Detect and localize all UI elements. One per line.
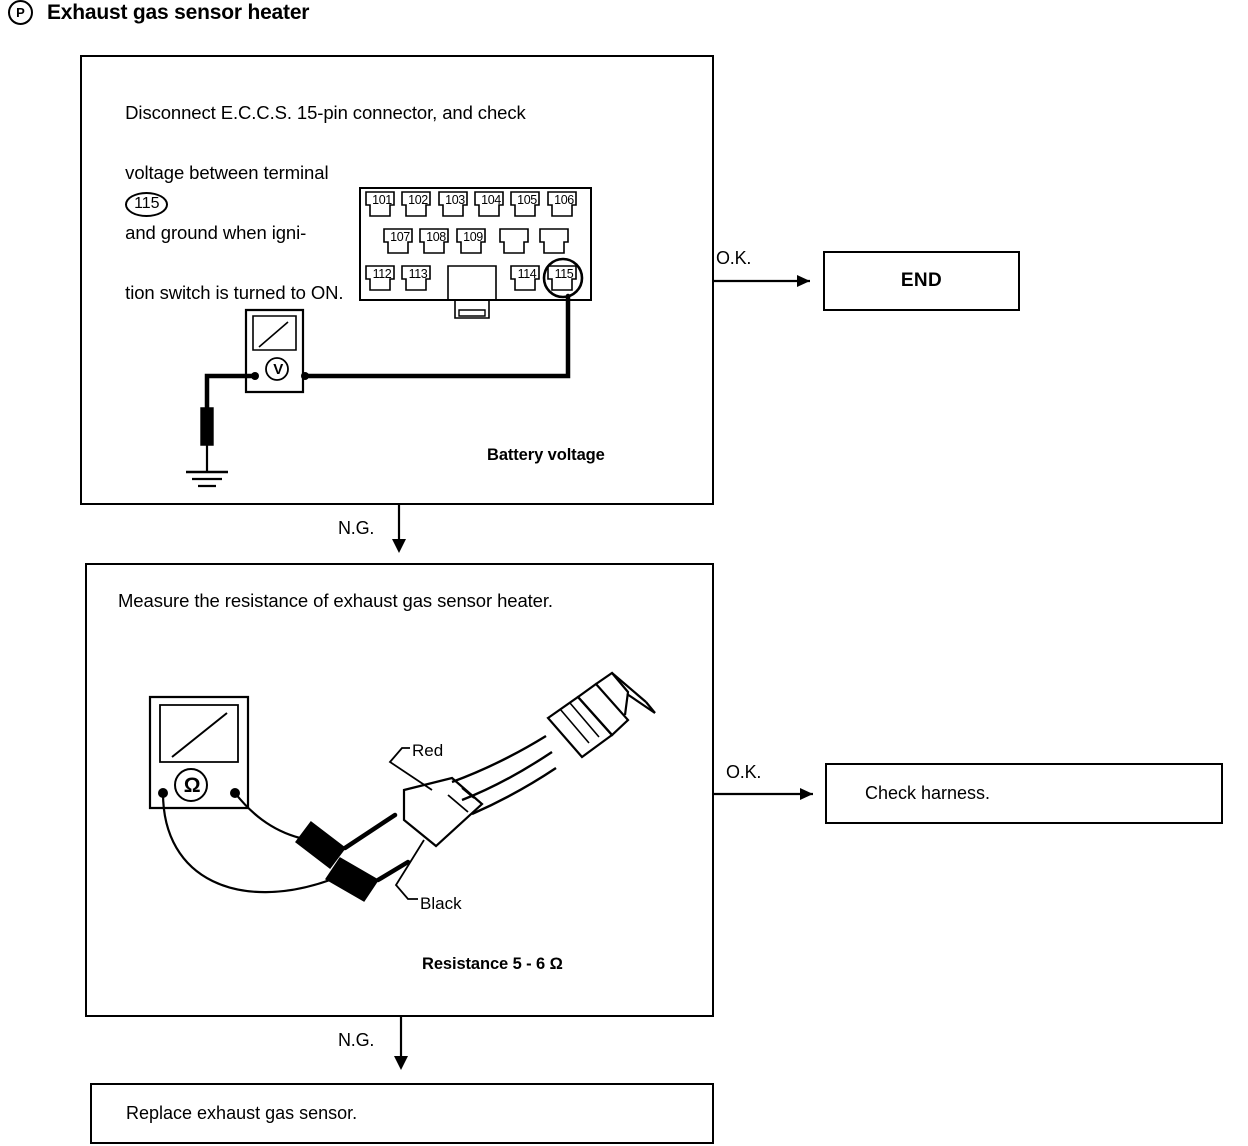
- branch-label-ok-1: O.K.: [716, 248, 752, 268]
- connector-pin-109: 109: [463, 230, 483, 244]
- step1-line1: Disconnect E.C.C.S. 15-pin connector, and check: [125, 101, 526, 123]
- ohmmeter-symbol: Ω: [183, 774, 201, 797]
- replace-sensor-label: Replace exhaust gas sensor.: [126, 1103, 358, 1123]
- step1-line2-before: voltage between terminal: [125, 161, 329, 183]
- page-title: Exhaust gas sensor heater: [47, 0, 310, 24]
- step1-instruction: [105, 68, 695, 338]
- connector-pin-112: 112: [372, 267, 392, 281]
- connector-pin-101: 101: [372, 193, 392, 207]
- end-box: [823, 251, 1020, 311]
- page-header: [8, 0, 309, 25]
- connector-pin-108: 108: [426, 230, 446, 244]
- connector-pin-106: 106: [554, 193, 574, 207]
- connector-pin-105: 105: [517, 193, 537, 207]
- connector-pin-107: 107: [390, 230, 410, 244]
- step2-instruction: Measure the resistance of exhaust gas sensor heater.: [118, 590, 553, 611]
- connector-pin-115: 115: [554, 267, 574, 281]
- replace-sensor-box: [90, 1083, 714, 1144]
- branch-label-ng-2: N.G.: [338, 1030, 375, 1050]
- wire-label-red: Red: [412, 741, 444, 760]
- end-label: END: [900, 270, 943, 291]
- connector-pin-113: 113: [408, 267, 428, 281]
- voltmeter-symbol: V: [273, 361, 283, 378]
- step1-line3: tion switch is turned to ON.: [125, 281, 344, 303]
- connector-pin-114: 114: [517, 267, 537, 281]
- terminal-115-badge: 115: [125, 192, 168, 217]
- wire-label-black: Black: [420, 894, 462, 913]
- section-marker-icon: P: [8, 0, 33, 25]
- check-harness-label: Check harness.: [865, 783, 991, 803]
- connector-pin-102: 102: [408, 193, 428, 207]
- branch-label-ng-1: N.G.: [338, 518, 375, 538]
- connector-pin-104: 104: [481, 193, 501, 207]
- step1-line2-after: and ground when igni-: [125, 221, 307, 243]
- check-harness-box: [825, 763, 1223, 824]
- connector-pin-103: 103: [445, 193, 465, 207]
- step1-note: Battery voltage: [487, 446, 605, 464]
- step2-note: Resistance 5 - 6 Ω: [422, 955, 563, 973]
- branch-label-ok-2: O.K.: [726, 762, 762, 782]
